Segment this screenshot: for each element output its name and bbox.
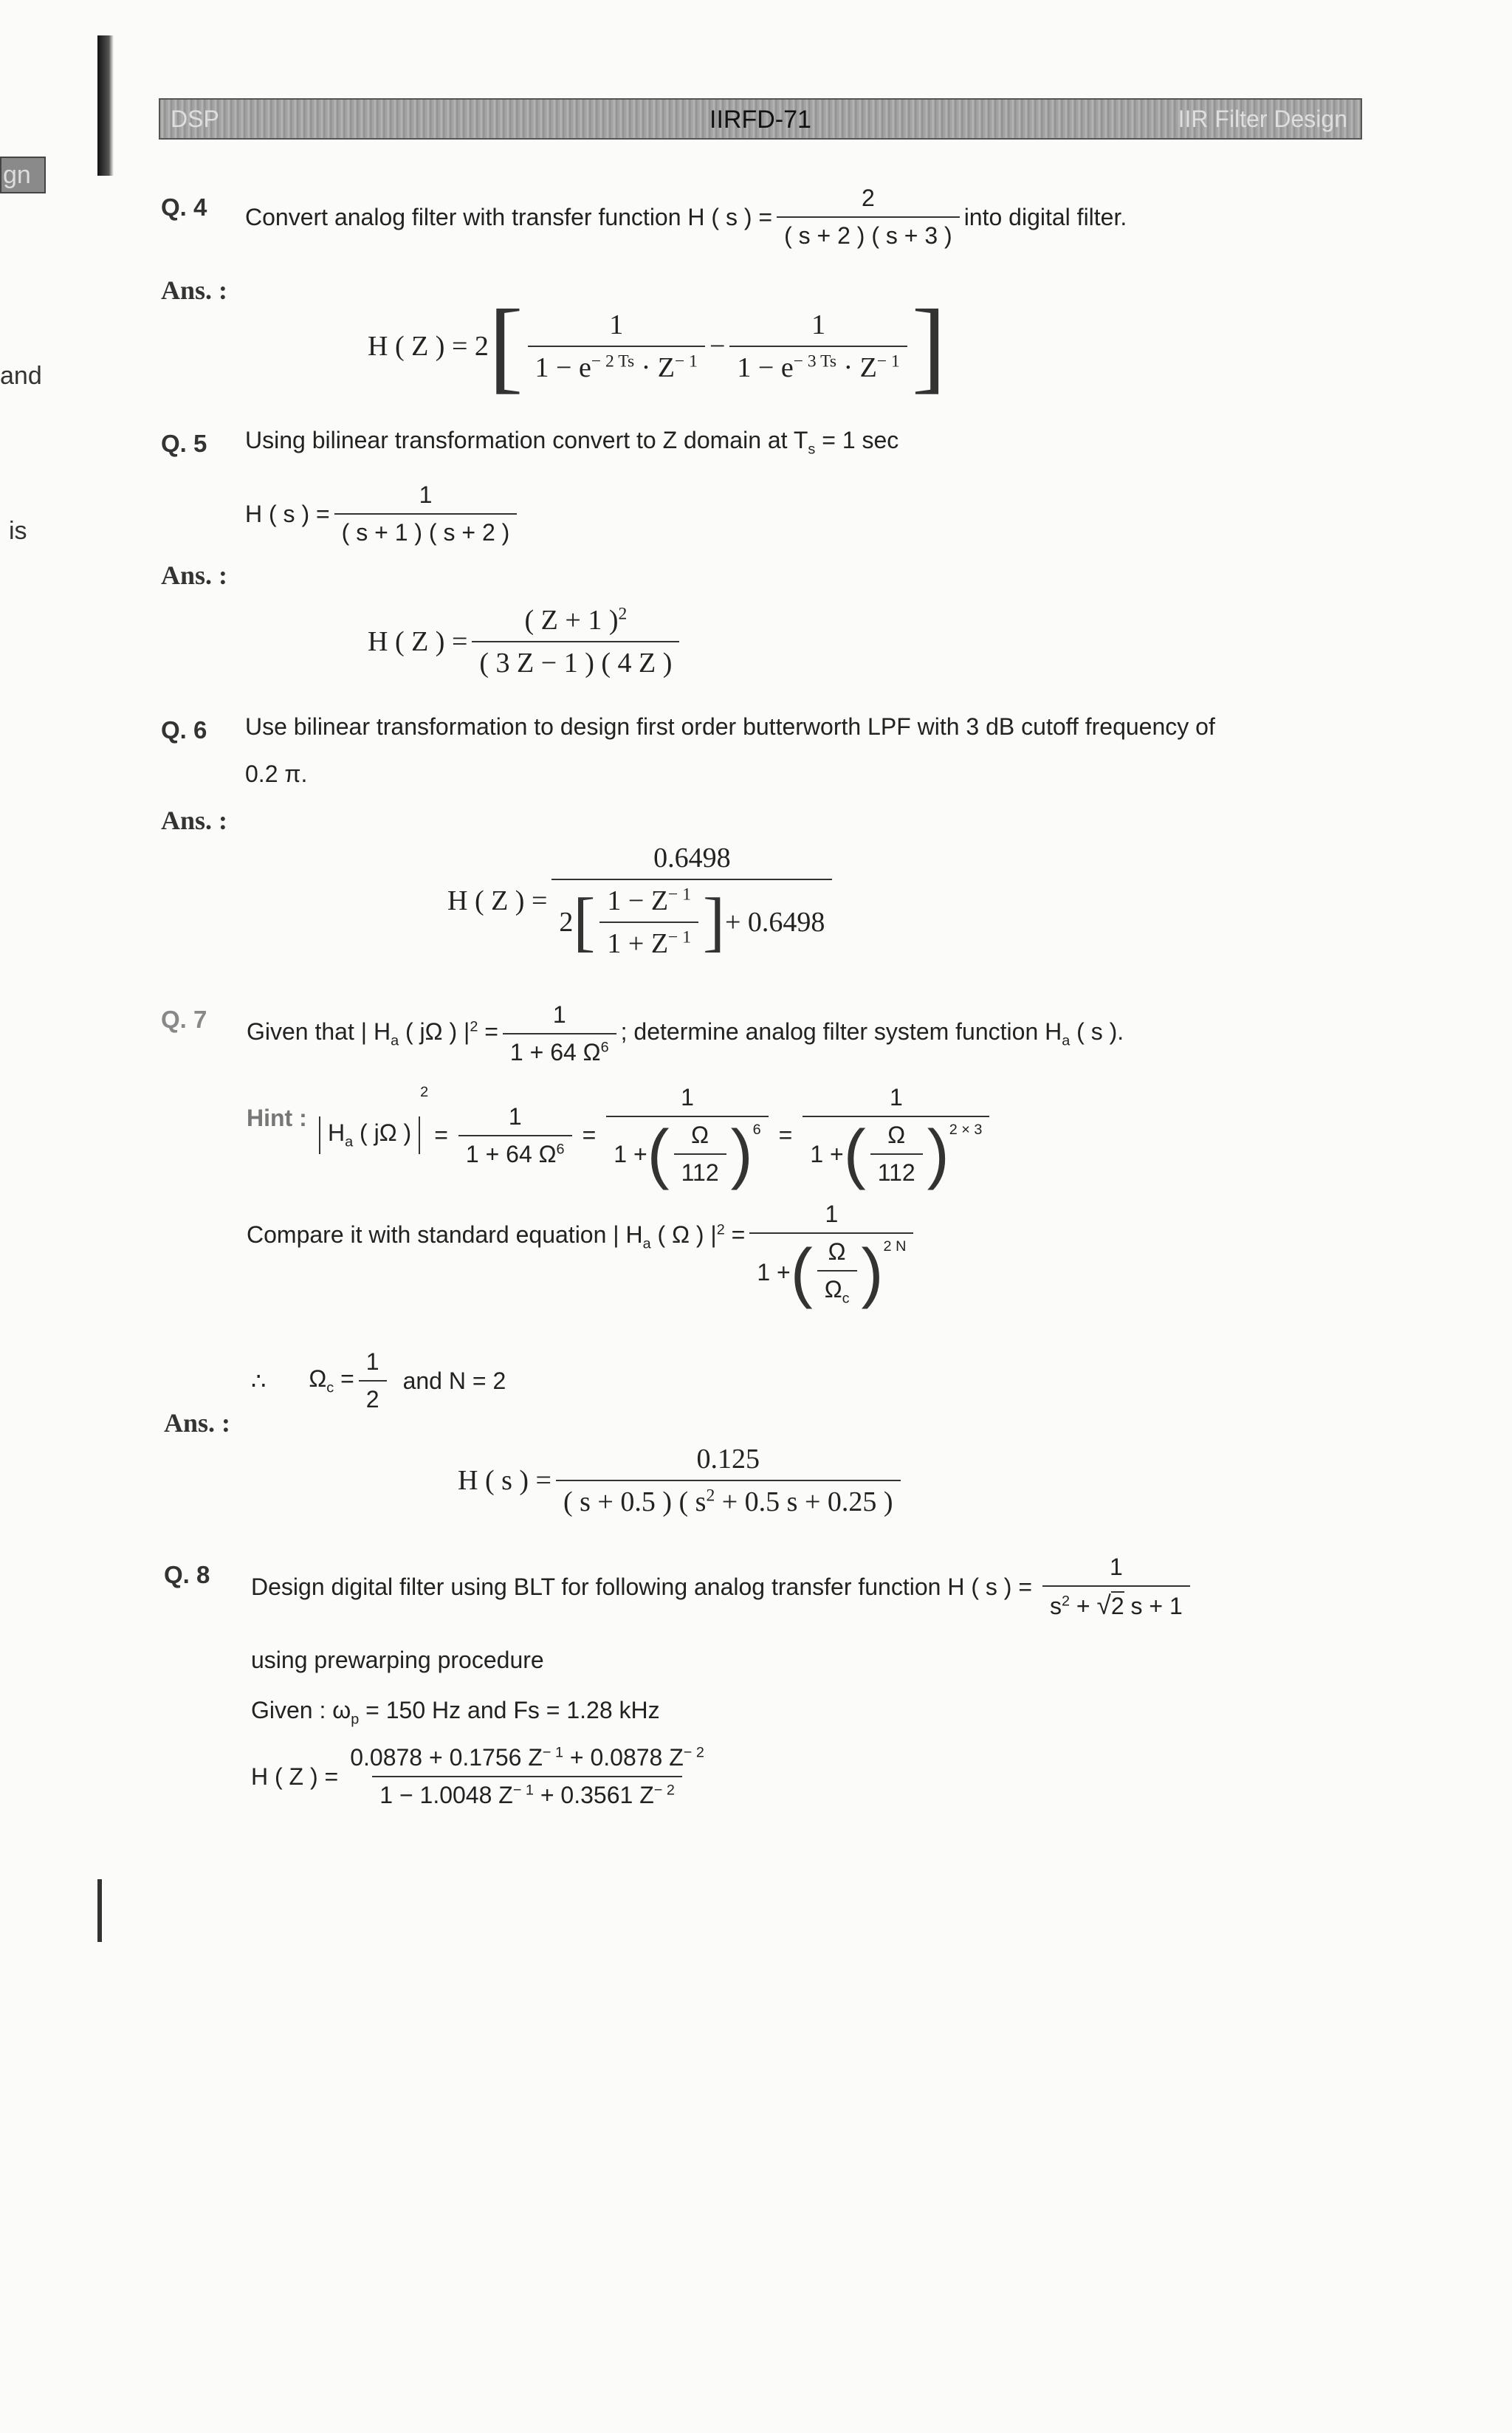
q8-answer-equation: H ( Z ) = $\frac{0.0878 + 0.1756 Z^{- 1} + 0.0878 Z^{- 2}}{1 - 1.0048 Z^{- 1} + 0.3561 Z^{- 2}}$ (251, 1744, 704, 1808)
header-chapter: IIR Filter Design (1178, 106, 1347, 132)
q8-question: Design digital filter using BLT for following analog transfer function H ( s ) = $\frac{1}{s^2 + √2 s + 1}$ (251, 1554, 1195, 1621)
margin-fragment-and: and (0, 362, 42, 390)
q6-question-line1: Use bilinear transformation to design first order butterworth LPF with 3 dB cutoff frequency of (245, 713, 1215, 740)
binding-mark-bottom (97, 1879, 102, 1942)
q8-question-line2: using prewarping procedure (251, 1647, 544, 1673)
q7-answer-equation: H ( s ) = $\frac{0.125}{( s + 0.5 ) ( s^2 + 0.5 s + 0.25 )}$ (458, 1443, 905, 1518)
binding-mark-top (97, 35, 114, 176)
q7-hint-equation: $H_a$ ( jΩ ) 2 = $\frac{1}{1 + 64 \Omega^6}$ = 1 1 + ( $\frac{\Omega}{112}$ ) $^6$ = 1 1 + ( $\frac{\Omega}{112}$ ) $^{2 \times 3}$ (319, 1084, 994, 1187)
q4-label: Q. 4 (161, 193, 207, 221)
q8-label: Q. 8 (164, 1561, 210, 1588)
q5-answer-equation: H ( Z ) = $\frac{( Z + 1 )^2}{( 3 Z - 1 ) ( 4 Z )}$ (368, 604, 684, 679)
q6-answer-equation: H ( Z ) = 0.6498 2 [ $\frac{1 - Z^{- 1}}{1 + Z^{- 1}}$ ] + 0.6498 (447, 842, 836, 960)
q5-transfer-function: H ( s ) = $\frac{1}{( s + 1 ) ( s + 2 )}$ (245, 481, 521, 546)
q7-label: Q. 7 (161, 1006, 207, 1033)
q7-compare-equation: Compare it with standard equation | $H_a$ ( Ω ) $|^2$ = 1 1 + ( $\frac{\Omega}{\Omega_c}$ ) $^{2 N}$ (247, 1201, 918, 1307)
margin-fragment-is: is (9, 517, 27, 545)
q4-question: Convert analog filter with transfer function H ( s ) = $\frac{2}{( s + 2 ) ( s + 3 )}$ into digital filter. (245, 185, 1127, 249)
q5-question: Using bilinear transformation convert to Z domain at $T_s = 1$ sec (245, 427, 899, 458)
q7-cutoff-result: ∴ $\Omega_c$ = $\frac{1}{2}$ and N = 2 (251, 1348, 506, 1413)
q7-answer-label: Ans. : (164, 1408, 231, 1438)
header-subject: DSP (171, 106, 219, 132)
margin-tab: gn (0, 157, 46, 193)
q4-answer-label: Ans. : (161, 275, 228, 305)
q7-hint-label: Hint : (247, 1105, 307, 1131)
q6-question-line2: 0.2 π. (245, 761, 308, 787)
header-page-id: IIRFD-71 (709, 106, 811, 134)
q4-answer-equation: H ( Z ) = 2 [ $\frac{1}{1 - e^{- 2 Ts} \cdot Z^{- 1}}$ − $\frac{1}{1 - e^{- 3 Ts} \cdot Z^{- 1}}$ ] (368, 289, 946, 403)
sqrt-symbol: √ (1096, 1591, 1111, 1620)
page-header-bar (159, 98, 1362, 140)
q6-answer-label: Ans. : (161, 806, 228, 835)
q4-fraction: $\frac{2}{( s + 2 ) ( s + 3 )}$ (777, 185, 960, 250)
q7-question: Given that | $H_a$ ( jΩ ) $|^2$ = $\frac{1}{1 + 64 \Omega^6}$ ; determine analog filter system function $H_a$ ( s ). (247, 1001, 1124, 1065)
q6-label: Q. 6 (161, 716, 207, 744)
q5-label: Q. 5 (161, 430, 207, 457)
q5-answer-label: Ans. : (161, 560, 228, 590)
q8-given: Given : $\omega_p = 150$ Hz and Fs = 1.28 kHz (251, 1697, 660, 1728)
